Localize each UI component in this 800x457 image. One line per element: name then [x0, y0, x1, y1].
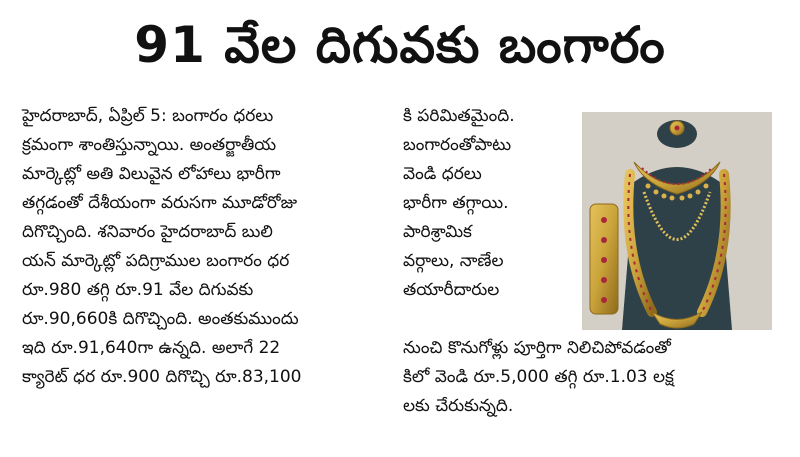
middle-column-line: కి పరిమితమైంది. — [403, 106, 515, 126]
left-column-line: క్రమంగా శాంతిస్తున్నాయి. అంతర్జాతీయ — [22, 135, 277, 155]
middle-column-line: పారిశ్రామిక — [403, 222, 472, 242]
left-column-line: ఇది రూ.91,640గా ఉన్నది. అలాగే 22 — [22, 338, 281, 358]
left-column-line: రూ.980 తగ్గి రూ.91 వేల దిగువకు — [22, 280, 254, 300]
bottom-column-line: కిలో వెండి రూ.5,000 తగ్గి రూ.1.03 లక్ష — [403, 367, 674, 387]
left-column-line: తగ్గడంతో దేశీయంగా వరుసగా మూడోరోజు — [22, 193, 298, 213]
bottom-column-line: లకు చేరుకున్నది. — [403, 396, 514, 416]
middle-column-line: వర్గాలు, నాణేల — [403, 251, 504, 271]
jewellery-illustration — [582, 112, 772, 330]
article-middle-column — [403, 102, 575, 305]
middle-column-line: భారీగా తగ్గాయి. — [403, 193, 509, 213]
article-bottom-column — [403, 334, 783, 421]
left-column-line: క్యారెట్ ధర రూ.900 దిగొచ్చి రూ.83,100 — [22, 367, 302, 387]
gold-jewellery-photo — [582, 112, 772, 330]
headline: 91 వేల దిగువకు బంగారం — [134, 16, 666, 74]
article-left-column — [22, 102, 392, 392]
left-column-line: మార్కెట్లో అతి విలువైన లోహాలు భారీగా — [22, 164, 281, 184]
left-column-line: దిగొచ్చింది. శనివారం హైదరాబాద్ బులి — [22, 222, 273, 242]
middle-column-line: బంగారంతోపాటు — [403, 135, 512, 155]
bottom-column-line: నుంచి కొనుగోళ్లు పూర్తిగా నిలిచిపోవడంతో — [403, 338, 671, 358]
middle-column-line: తయారీదారుల — [403, 280, 500, 300]
middle-column-line: వెండి ధరలు — [403, 164, 482, 184]
left-column-line: రూ.90,660కి దిగొచ్చింది. అంతకుముందు — [22, 309, 299, 329]
left-column-line: హైదరాబాద్, ఏప్రిల్ 5: బంగారం ధరలు — [22, 106, 274, 126]
left-column-line: యన్ మార్కెట్లో పదిగ్రాముల బంగారం ధర — [22, 251, 290, 271]
